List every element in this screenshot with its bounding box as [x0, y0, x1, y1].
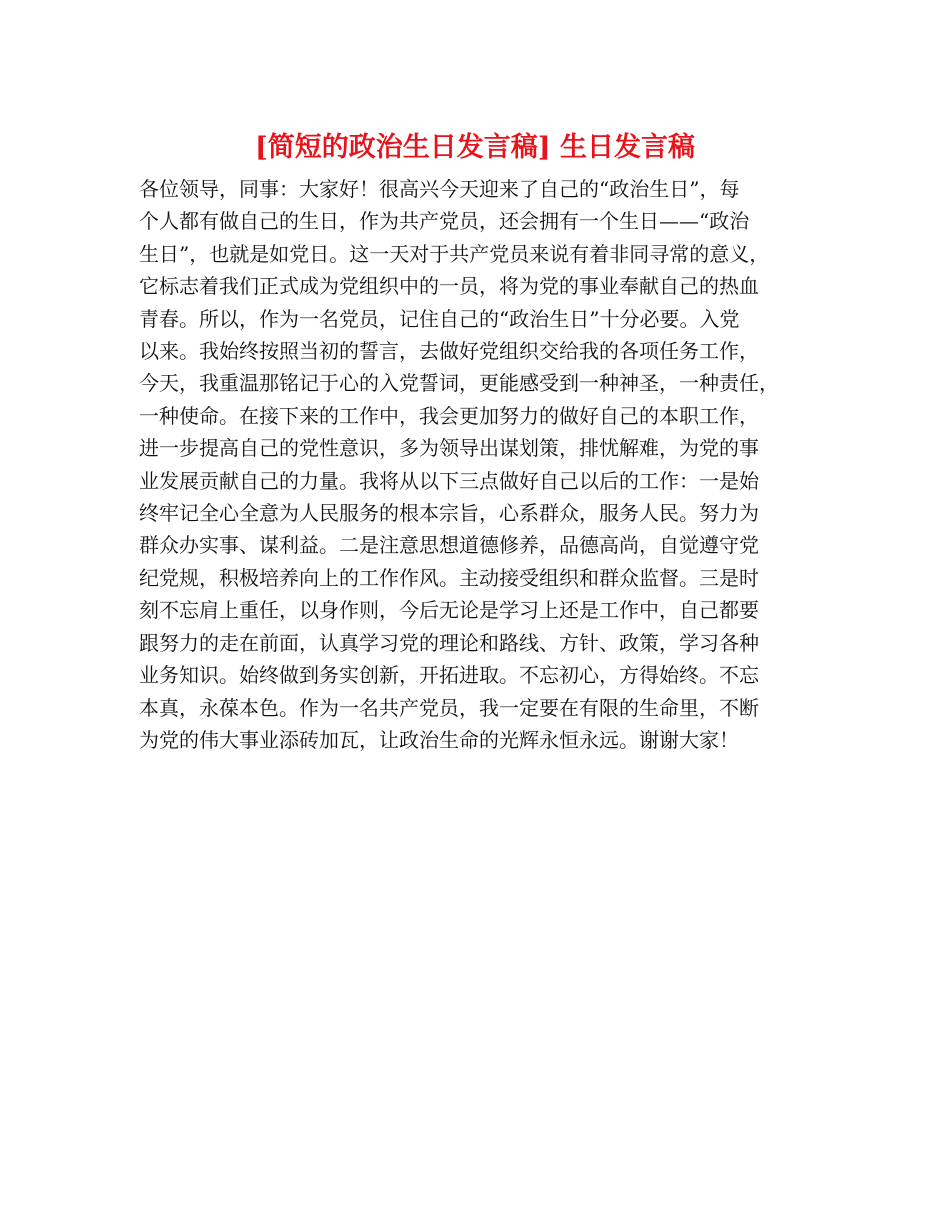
- body-line: 以来。我始终按照当初的誓言，去做好党组织交给我的各项任务工作，: [139, 339, 759, 364]
- body-line: 业发展贡献自己的力量。我将从以下三点做好自己以后的工作：一是始: [139, 468, 759, 493]
- body-line: 个人都有做自己的生日，作为共产党员，还会拥有一个生日——“政治: [139, 209, 750, 234]
- document-title: [简短的政治生日发言稿] 生日发言稿: [255, 132, 695, 163]
- body-line: 进一步提高自己的党性意识，多为领导出谋划策，排忧解难，为党的事: [139, 436, 759, 461]
- body-line: 生日”，也就是如党日。这一天对于共产党员来说有着非同寻常的意义，: [139, 241, 770, 266]
- body-line: 青春。所以，作为一名党员，记住自己的“政治生日”十分必要。入党: [139, 306, 740, 331]
- body-line: 群众办实事、谋利益。二是注意思想道德修养，品德高尚，自觉遵守党: [139, 533, 759, 558]
- body-line: 刻不忘肩上重任，以身作则，今后无论是学习上还是工作中，自己都要: [139, 598, 759, 623]
- body-line: 业务知识。始终做到务实创新，开拓进取。不忘初心，方得始终。不忘: [139, 663, 759, 688]
- body-line: 一种使命。在接下来的工作中，我会更加努力的做好自己的本职工作，: [139, 403, 759, 428]
- body-line: 各位领导，同事：大家好！很高兴今天迎来了自己的“政治生日”，每: [139, 177, 740, 201]
- body-line: 今天，我重温那铭记于心的入党誓词，更能感受到一种神圣，一种责任，: [139, 371, 779, 396]
- body-line: 它标志着我们正式成为党组织中的一员，将为党的事业奉献自己的热血: [139, 274, 759, 299]
- body-line: 终牢记全心全意为人民服务的根本宗旨，心系群众，服务人民。努力为: [139, 501, 759, 526]
- body-line: 本真，永葆本色。作为一名共产党员，我一定要在有限的生命里，不断: [139, 695, 759, 720]
- body-line: 纪党规，积极培养向上的工作作风。主动接受组织和群众监督。三是时: [139, 565, 759, 590]
- body-line: 为党的伟大事业添砖加瓦，让政治生命的光辉永恒永远。谢谢大家！: [139, 727, 739, 752]
- body-line: 跟努力的走在前面，认真学习党的理论和路线、方针、政策，学习各种: [139, 630, 759, 655]
- document-body: [139, 173, 819, 756]
